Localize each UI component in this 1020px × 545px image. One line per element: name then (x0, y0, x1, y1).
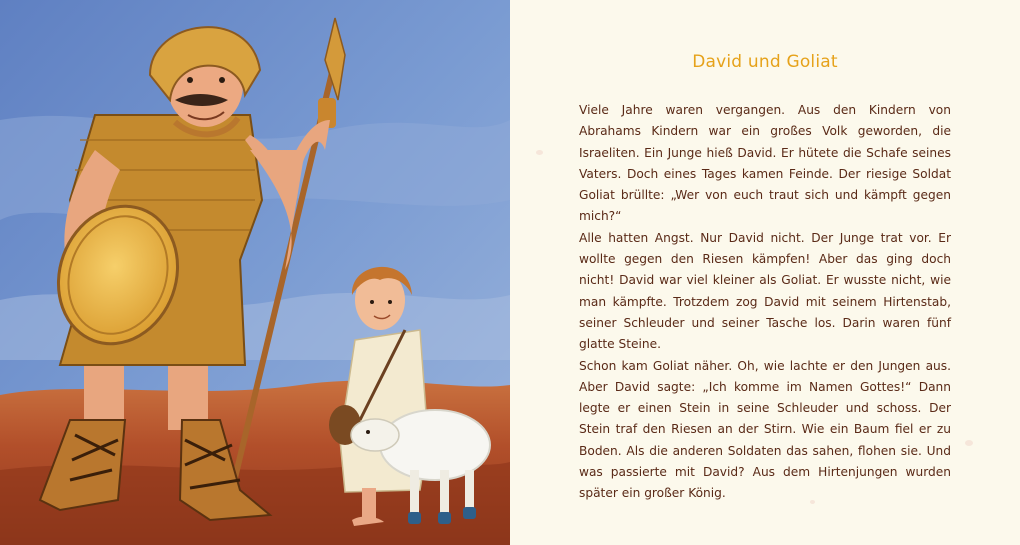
text-page (510, 0, 1020, 545)
story-body (579, 100, 951, 505)
story-title: David und Goliat (692, 52, 838, 72)
story-paragraph: Viele Jahre waren vergangen. Aus den Kindern von Abrahams Kindern war ein großes Volk geworden, die Israeliten. Ein Junge hieß David. Er hütete die Schafe seines Vaters. Doch eines Tages kamen Feinde. Der riesige Soldat Goliat brüllte: „Wer von euch traut sich und kämpft gegen mich?“ (579, 103, 951, 224)
sheep (380, 410, 490, 480)
story-paragraph: Schon kam Goliat näher. Oh, wie lachte er den Jungen aus. Aber David sagte: „Ich komme im Namen Gottes!“ Dann legte er einen Stein in seine Schleuder und schoss. Der Stein traf den Riesen an der Stirn. Wie ein Baum fiel er zu Boden. Als die anderen Soldaten das sahen, flohen sie. Und was passierte mit David? Aus dem Hirtenjungen wurden später ein großer König. (579, 358, 951, 501)
story-paragraph: Alle hatten Angst. Nur David nicht. Der Junge trat vor. Er wollte gegen den Riesen kämpfen! Aber das ging doch nicht! David war viel kleiner als Goliat. Er wusste nicht, wie man kämpfte. Trotzdem zog David mit seinem Hirtenstab, seiner Schleuder und seiner Tasche los. Darin waren fünf glatte Steine. (579, 230, 951, 352)
